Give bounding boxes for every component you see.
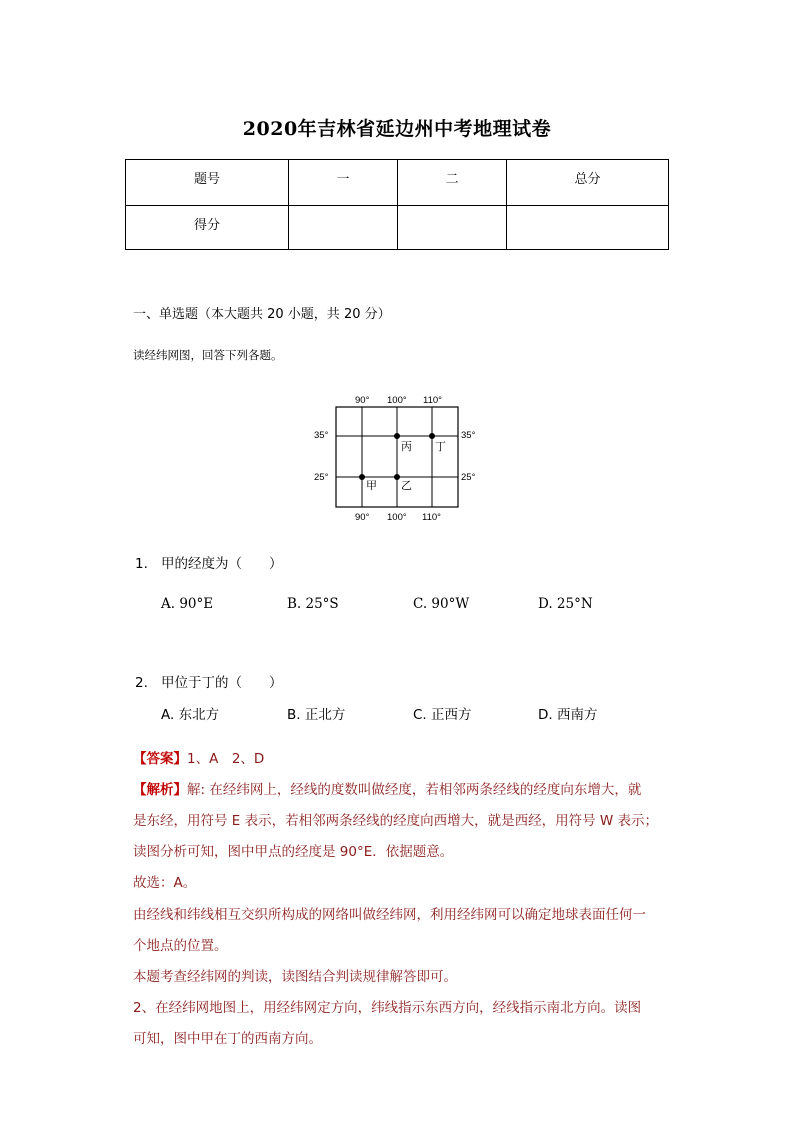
question-1 (135, 552, 283, 572)
bottom-lon-label: 90° (355, 512, 370, 523)
top-lon-label: 100° (387, 395, 407, 406)
answer-line (133, 747, 264, 767)
score-cell-total[interactable] (507, 206, 669, 250)
score-cell-part-2[interactable] (398, 206, 507, 250)
q1-option-a[interactable]: A. 90°E (161, 596, 214, 612)
q1-option-c[interactable]: C. 90°W (413, 596, 470, 612)
header-cell-number: 题号 (126, 160, 289, 206)
analysis-label: 【解析】 (133, 782, 187, 798)
left-lat-label: 35° (314, 430, 329, 441)
analysis-line: 故选：A。 (133, 875, 197, 891)
question-number: 2. (135, 675, 148, 691)
right-lat-label: 35° (461, 430, 476, 441)
question-number: 1. (135, 556, 148, 572)
top-lon-label: 90° (355, 395, 370, 406)
lat-lon-grid-map (306, 389, 486, 525)
analysis-line: 本题考查经纬网的判读，读图结合判读规律解答即可。 (133, 969, 457, 985)
q2-option-d[interactable]: D. 西南方 (538, 707, 598, 723)
q1-option-d[interactable]: D. 25°N (538, 596, 593, 612)
point-yi-dot (394, 474, 400, 480)
q2-option-c[interactable]: C. 正西方 (413, 707, 472, 723)
left-lat-label: 25° (314, 472, 329, 483)
point-yi-label: 乙 (401, 480, 412, 492)
page-title: 2020年吉林省延边州中考地理试卷 (242, 118, 552, 140)
section-heading: 一、单选题（本大题共 20 小题，共 20 分） (133, 307, 391, 322)
point-ding-dot (429, 433, 435, 439)
bottom-lon-label: 110° (422, 512, 441, 523)
right-lat-label: 25° (461, 472, 476, 483)
analysis-line: 2、在经纬网地图上，用经纬网定方向，纬线指示东西方向，经线指示南北方向。读图 (133, 1000, 642, 1016)
top-lon-label: 110° (423, 395, 442, 406)
q1-option-b[interactable]: B. 25°S (287, 596, 339, 612)
analysis-line: 个地点的位置。 (133, 938, 228, 954)
point-ding-label: 丁 (435, 441, 446, 453)
bottom-lon-label: 100° (387, 512, 407, 523)
question-stem: 甲的经度为（ ） (161, 556, 283, 572)
question-2 (135, 671, 283, 691)
score-table (125, 159, 669, 250)
point-bing-dot (394, 433, 400, 439)
q2-option-a[interactable]: A. 东北方 (161, 707, 220, 723)
analysis-line: 读图分析可知，图中甲点的经度是 90°E．依据题意。 (133, 844, 454, 860)
header-cell-part-2: 二 (398, 160, 507, 206)
analysis-text: 解: 在经纬网上，经线的度数叫做经度，若相邻两条经线的经度向东增大，就 (187, 782, 642, 798)
question-stem: 甲位于丁的（ ） (161, 675, 283, 691)
score-table-header-row (126, 160, 669, 206)
analysis-line (133, 778, 641, 798)
point-jia-label: 甲 (366, 480, 377, 492)
answer-text: 1、A 2、D (187, 751, 265, 767)
instruction-text: 读经纬网图，回答下列各题。 (133, 348, 283, 362)
score-cell-part-1[interactable] (289, 206, 398, 250)
analysis-line: 由经线和纬线相互交织所构成的网络叫做经纬网，利用经纬网可以确定地球表面任何一 (133, 907, 646, 923)
score-row-label: 得分 (126, 206, 289, 250)
analysis-line: 可知，图中甲在丁的西南方向。 (133, 1031, 322, 1047)
answer-label: 【答案】 (133, 751, 187, 767)
header-cell-total: 总分 (507, 160, 669, 206)
q2-option-b[interactable]: B. 正北方 (287, 707, 346, 723)
score-table-score-row (126, 206, 669, 250)
header-cell-part-1: 一 (289, 160, 398, 206)
point-jia-dot (359, 474, 365, 480)
point-bing-label: 丙 (401, 441, 412, 453)
analysis-line: 是东经，用符号 E 表示，若相邻两条经线的经度向西增大，就是西经，用符号 W 表示； (133, 813, 659, 829)
